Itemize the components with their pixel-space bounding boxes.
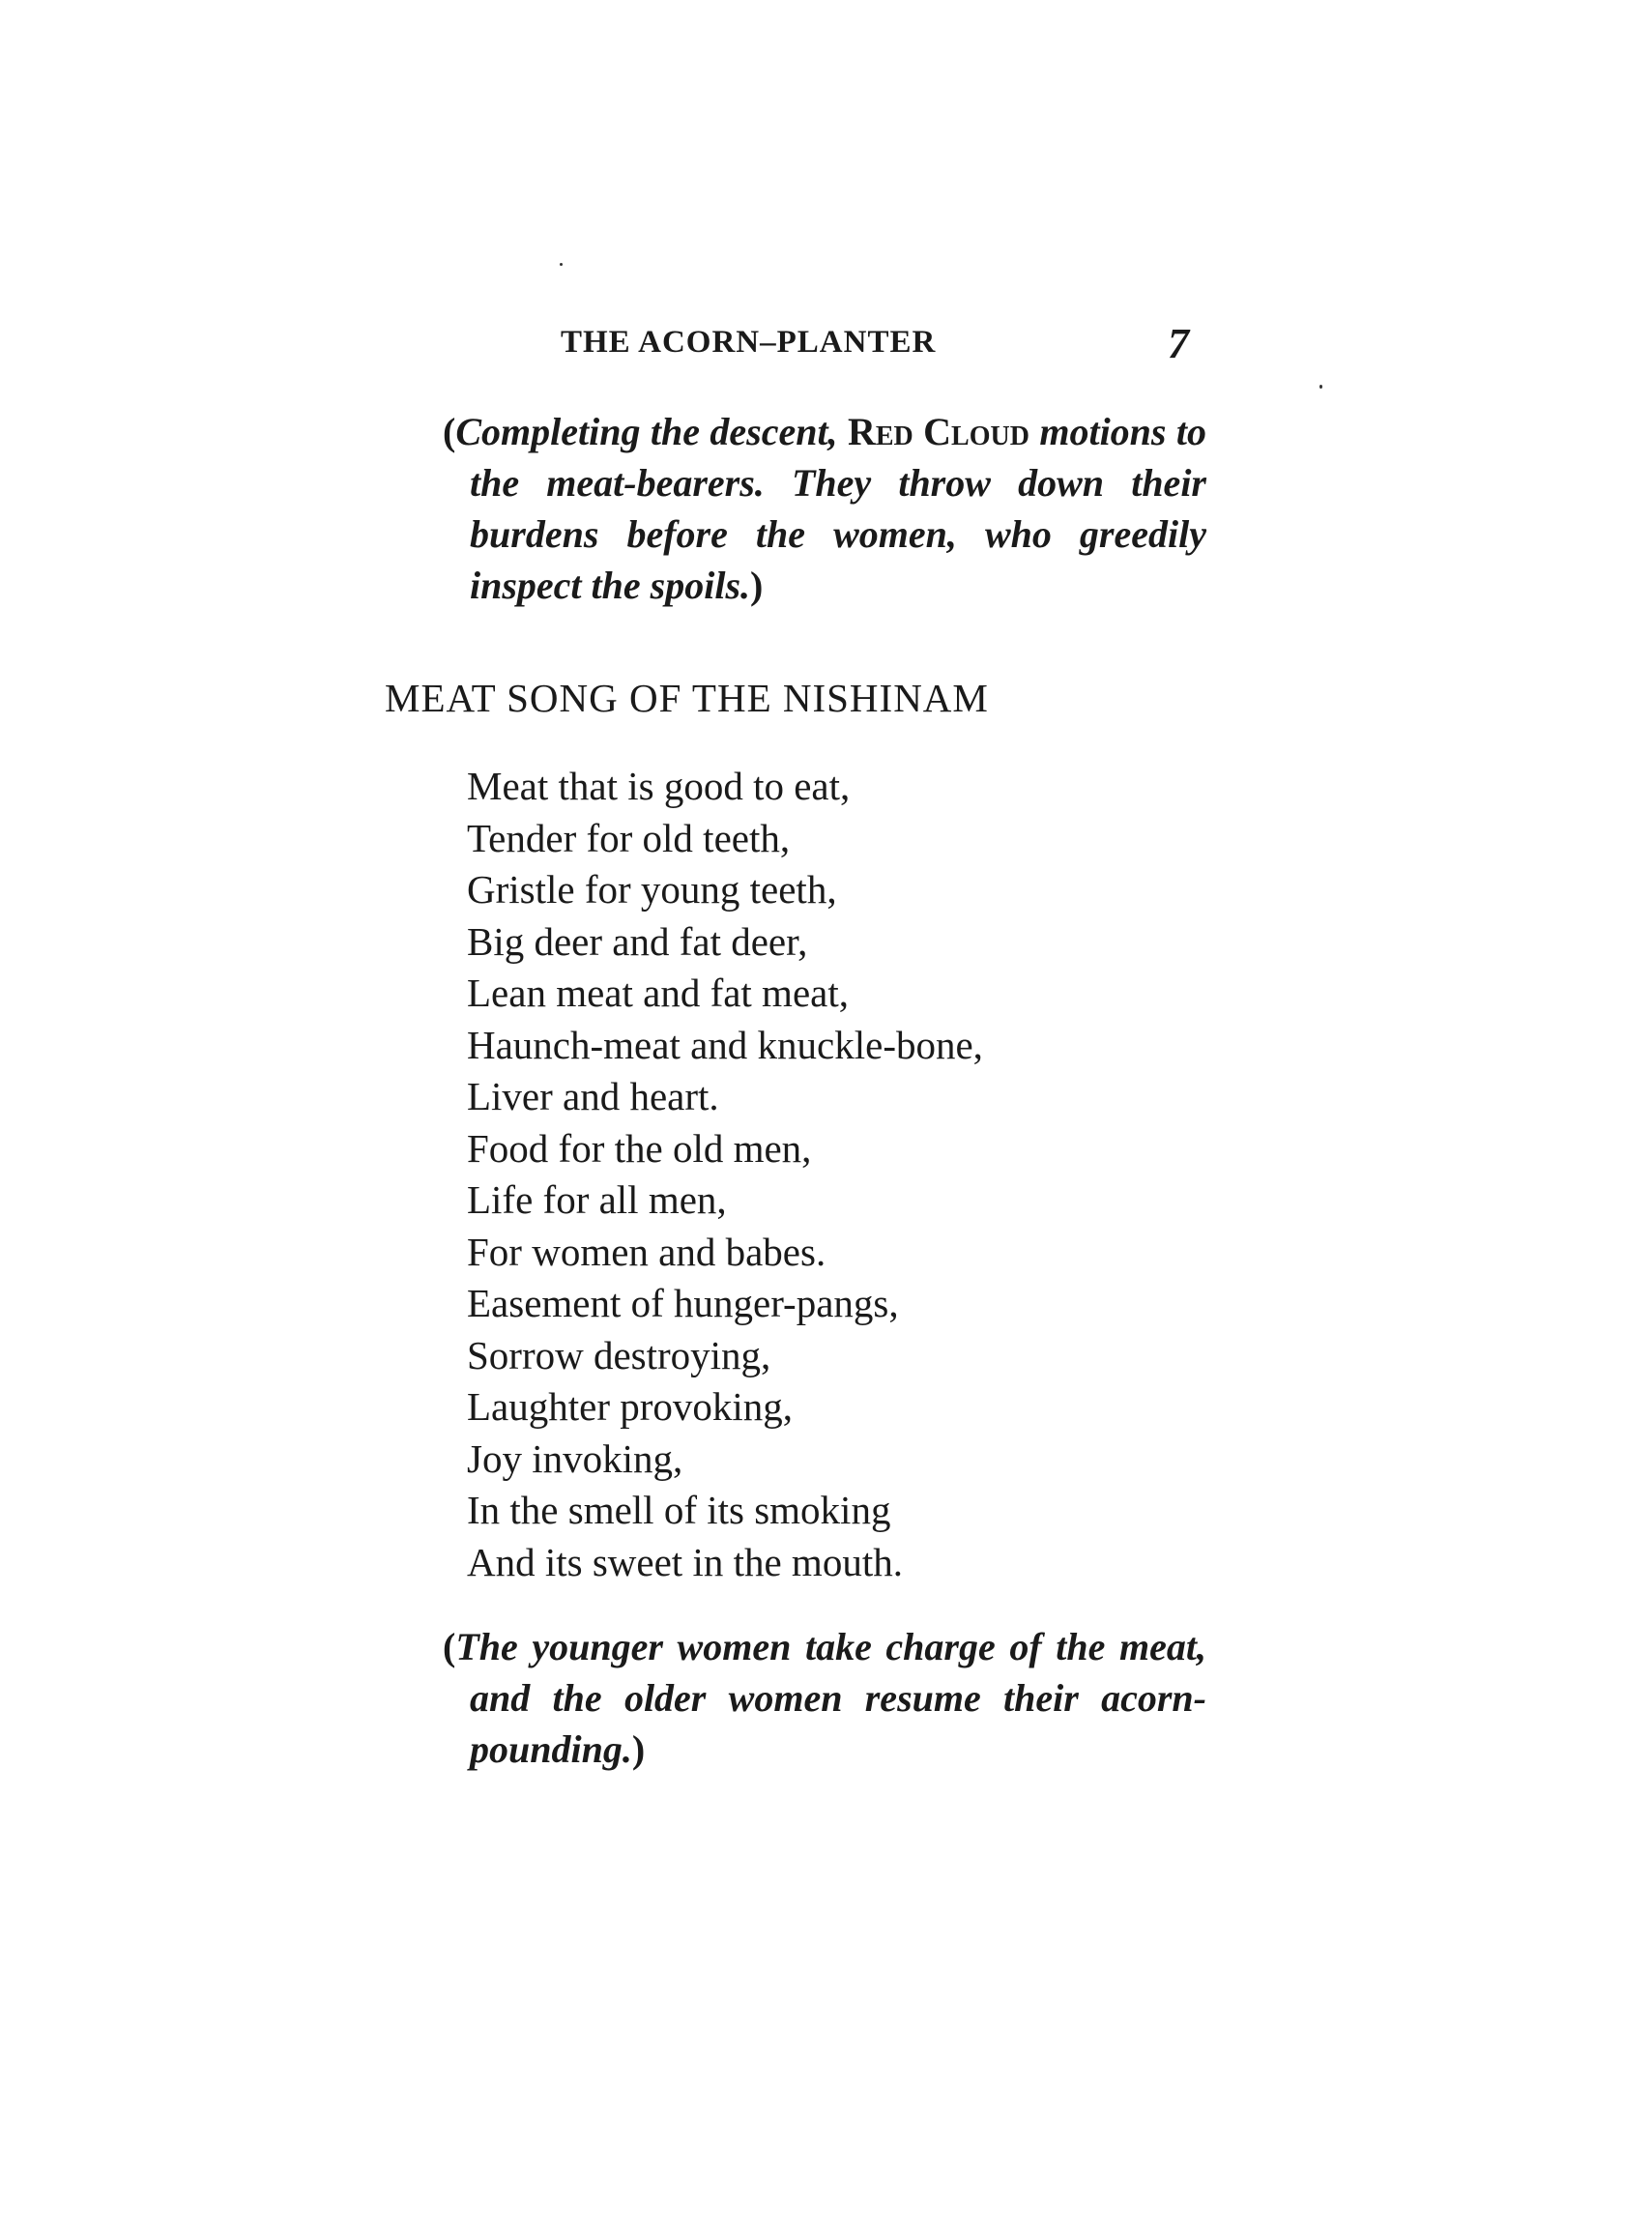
stage-text: The younger women take charge of the meat, and the older women resume their acorn-pounding. — [455, 1625, 1206, 1771]
verse-line: Liver and heart. — [467, 1074, 719, 1118]
verse-line: Laughter provoking, — [467, 1384, 794, 1429]
verse-line: And its sweet in the mouth. — [467, 1539, 903, 1584]
stage-close-paren: ) — [631, 1727, 646, 1771]
stage-open-paren: ( — [443, 1625, 456, 1668]
running-head — [561, 319, 1204, 367]
stage-direction-bottom — [443, 1621, 1206, 1775]
verse-line: Haunch-meat and knuckle-bone, — [467, 1022, 983, 1067]
stage-text-part-1: Completing the descent, — [455, 410, 848, 453]
verse-line: Lean meat and fat meat, — [467, 971, 849, 1015]
verse-line: For women and babes. — [467, 1229, 826, 1274]
print-speck — [560, 263, 563, 266]
verse-line: Big deer and fat deer, — [467, 918, 808, 964]
verse-line: Tender for old teeth, — [467, 815, 791, 860]
stage-text-part-2: motions to the meat-bearers. They throw down their burdens before the women, who greedily inspect the spoils. — [470, 410, 1206, 607]
print-speck — [1319, 385, 1322, 389]
stage-direction-top — [443, 406, 1206, 611]
verse-line: In the smell of its smoking — [467, 1488, 891, 1532]
verse-line: Life for all men, — [467, 1177, 727, 1222]
song-verse — [467, 761, 983, 1588]
verse-line: Easement of hunger-pangs, — [467, 1281, 899, 1325]
verse-line: Joy invoking, — [467, 1435, 683, 1481]
verse-line: Gristle for young teeth, — [467, 867, 837, 912]
stage-open-paren: ( — [443, 410, 456, 453]
verse-line: Meat that is good to eat, — [467, 764, 851, 808]
running-title: THE ACORN–PLANTER — [561, 325, 937, 360]
page-number: 7 — [1168, 320, 1189, 367]
verse-line: Sorrow destroying, — [467, 1332, 771, 1377]
song-title: MEAT SONG OF THE NISHINAM — [385, 676, 989, 720]
verse-line: Food for the old men, — [467, 1125, 812, 1171]
stage-close-paren: ) — [750, 564, 764, 607]
speaker-name: Red Cloud — [847, 410, 1029, 453]
